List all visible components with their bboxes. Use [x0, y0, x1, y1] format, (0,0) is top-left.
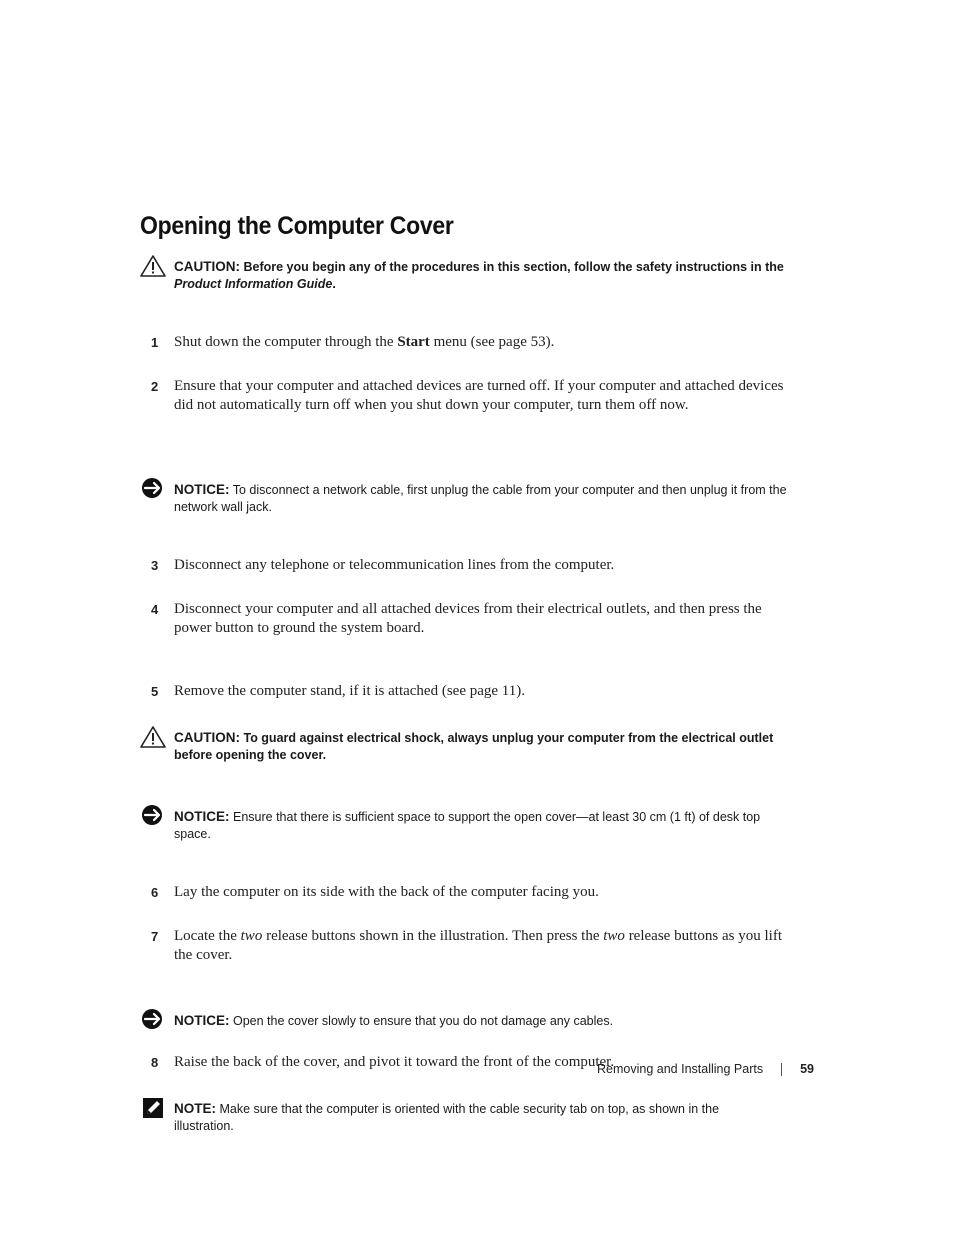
step-text: Ensure that your computer and attached devices are turned off. If your computer and attached devices did not automatically turn off when you shut down your computer, turn them off now.	[174, 378, 784, 413]
caution-triangle-icon	[140, 254, 166, 278]
step-number: 1	[151, 335, 159, 350]
step-4	[140, 600, 794, 638]
step-emphasis: two	[240, 928, 263, 944]
caution-text-end: .	[332, 277, 336, 291]
notice-label: NOTICE:	[174, 482, 230, 497]
step-text: Lay the computer on its side with the back of the computer facing you.	[174, 884, 599, 900]
note-label: NOTE:	[174, 1101, 216, 1116]
step-text: release buttons shown in the illustration. Then press the	[262, 928, 604, 944]
step-number: 3	[151, 558, 159, 573]
caution-triangle-icon	[140, 725, 166, 749]
caution-label: CAUTION:	[174, 730, 240, 745]
notice-label: NOTICE:	[174, 809, 230, 824]
notice-block-2	[140, 808, 794, 843]
notice-text: To disconnect a network cable, first unplug the cable from your computer and then unplug it from the network wall jack.	[174, 483, 787, 514]
step-emphasis: two	[603, 928, 625, 944]
step-number: 8	[151, 1055, 159, 1070]
notice-text: Ensure that there is sufficient space to support the open cover—at least 30 cm (1 ft) of desk top space.	[174, 810, 761, 841]
caution-block-1	[140, 258, 794, 293]
notice-label: NOTICE:	[174, 1013, 230, 1028]
caution-block-2	[140, 729, 794, 764]
note-pencil-icon	[140, 1096, 166, 1120]
notice-block-1	[140, 481, 794, 516]
step-text: Remove the computer stand, if it is attached (see page 11).	[174, 683, 525, 699]
step-text: Disconnect your computer and all attached devices from their electrical outlets, and then press the power button to ground the system board.	[174, 601, 762, 636]
step-1	[140, 333, 794, 352]
caution-text: To guard against electrical shock, always unplug your computer from the electrical outlet before opening the cover.	[174, 731, 774, 762]
caution-label: CAUTION:	[174, 259, 240, 274]
caution-text: Before you begin any of the procedures in this section, follow the safety instructions in the	[243, 260, 784, 274]
notice-block-3	[140, 1012, 794, 1030]
step-number: 2	[151, 379, 159, 394]
step-number: 4	[151, 602, 159, 617]
step-text: Shut down the computer through the	[174, 334, 398, 350]
notice-text: Open the cover slowly to ensure that you do not damage any cables.	[232, 1014, 614, 1028]
start-menu-term: Start	[397, 334, 430, 350]
page-number: 59	[800, 1062, 814, 1076]
note-text: Make sure that the computer is oriented with the cable security tab on top, as shown in the illustration.	[174, 1102, 720, 1133]
step-text: Raise the back of the cover, and pivot it toward the front of the computer.	[174, 1054, 615, 1070]
page-title: Opening the Computer Cover	[140, 212, 454, 240]
step-text: Disconnect any telephone or telecommunication lines from the computer.	[174, 557, 615, 573]
step-number: 7	[151, 929, 159, 944]
note-block-1	[140, 1100, 754, 1135]
step-7	[140, 927, 794, 965]
page-footer	[597, 1062, 814, 1076]
step-text: Locate the	[174, 928, 241, 944]
notice-arrow-icon	[140, 804, 166, 828]
footer-divider	[781, 1063, 782, 1076]
step-text: release buttons as you lift the cover.	[174, 928, 782, 963]
caution-guide-title: Product Information Guide	[174, 277, 333, 291]
notice-arrow-icon	[140, 477, 166, 501]
step-3	[140, 556, 794, 575]
step-number: 6	[151, 885, 159, 900]
step-2	[140, 377, 794, 415]
step-number: 5	[151, 684, 159, 699]
notice-arrow-icon	[140, 1008, 166, 1032]
step-5	[140, 682, 794, 701]
footer-section-title: Removing and Installing Parts	[597, 1062, 764, 1076]
step-6	[140, 883, 794, 902]
step-text-end: menu (see page 53).	[429, 334, 555, 350]
